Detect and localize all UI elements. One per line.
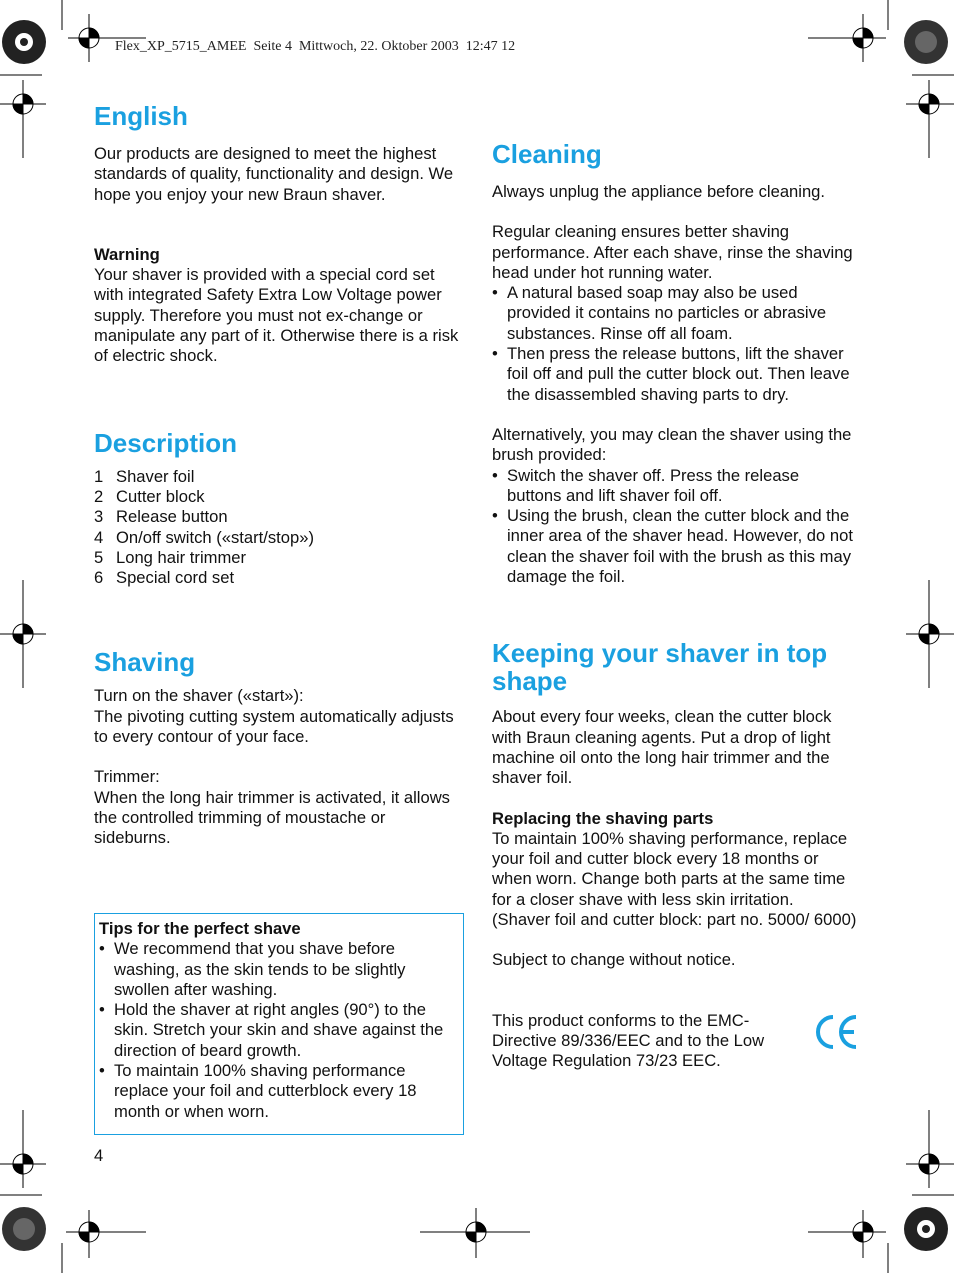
cleaning-list-2 xyxy=(492,466,858,588)
tips-title: Tips for the perfect shave xyxy=(99,919,301,938)
trimmer-text: When the long hair trimmer is activated, it allows the controlled trimming of moustache or sideburns. xyxy=(94,787,450,848)
english-heading: English xyxy=(94,101,188,131)
tips-list xyxy=(99,939,459,1122)
list-item: • Then press the release buttons, lift the shaver foil off and pull the cutter block out. Then leave the disassembled shaving parts to dry. xyxy=(492,344,858,405)
list-item: 6 Special cord set xyxy=(94,568,235,588)
conformity-row xyxy=(492,1011,858,1072)
list-item: • A natural based soap may also be used provided it contains no particles or abrasive substances. Rinse off all foam. xyxy=(492,283,858,344)
replacing-title: Replacing the shaving parts xyxy=(492,808,714,828)
keeping-text: About every four weeks, clean the cutter block with Braun cleaning agents. Put a drop of light machine oil onto the long hair trimmer and the shaver foil. xyxy=(492,707,832,788)
left-column xyxy=(94,102,460,849)
english-intro: Our products are designed to meet the highest standards of quality, functionality and design. We hope you enjoy your new Braun shaver. xyxy=(94,144,454,204)
conformity-text: This product conforms to the EMC-Directive 89/336/EEC and to the Low Voltage Regulation 73/23 EEC. xyxy=(492,1010,765,1071)
parts-list xyxy=(94,467,460,589)
list-item: • We recommend that you shave before washing, as the skin tends to be slightly swollen after washing. xyxy=(99,939,459,1000)
cleaning-alternative: Alternatively, you may clean the shaver using the brush provided: xyxy=(492,424,852,465)
warning-title: Warning xyxy=(94,244,160,264)
tips-box xyxy=(94,913,464,1135)
cleaning-unplug: Always unplug the appliance before cleaning. xyxy=(492,182,826,201)
list-item: 2 Cutter block xyxy=(94,486,205,506)
shaving-line1: Turn on the shaver («start»): xyxy=(94,686,304,706)
trimmer-label: Trimmer: xyxy=(94,767,160,787)
description-heading: Description xyxy=(94,427,238,458)
list-item: • Switch the shaver off. Press the release buttons and lift shaver foil off. xyxy=(492,466,858,507)
warning-text: Your shaver is provided with a special cord set with integrated Safety Extra Low Voltage power supply. Therefore you must not ex-change or manipulate any part of it. Otherwise there is a risk of electric shock. xyxy=(94,265,459,366)
list-item: 5 Long hair trimmer xyxy=(94,547,247,567)
cleaning-heading: Cleaning xyxy=(492,139,602,169)
print-header-slug: Flex_XP_5715_AMEE Seite 4 Mittwoch, 22. Oktober 2003 12:47 12 xyxy=(115,39,516,54)
list-item: 4 On/off switch («start/stop») xyxy=(94,527,314,547)
cleaning-list-1 xyxy=(492,283,858,405)
shaving-heading: Shaving xyxy=(94,647,196,678)
replacing-text: To maintain 100% shaving performance, replace your foil and cutter block every 18 months or when worn. Change both parts at the same time for a closer shave with less skin irritation. xyxy=(492,828,848,909)
cleaning-regular: Regular cleaning ensures better shaving performance. After each shave, rinse the shaving head under hot running water. xyxy=(492,222,853,282)
shaving-line2: The pivoting cutting system automatically adjusts to every contour of your face. xyxy=(94,706,454,747)
ce-mark-icon xyxy=(814,1013,858,1051)
list-item: • To maintain 100% shaving performance replace your foil and cutterblock every 18 month or when worn. xyxy=(99,1061,459,1122)
list-item: 3 Release button xyxy=(94,507,228,527)
part-number: (Shaver foil and cutter block: part no. 5000/ 6000) xyxy=(492,910,857,930)
right-column xyxy=(492,140,858,1072)
list-item: • Using the brush, clean the cutter block and the inner area of the shaver head. However, do not clean the shaver foil with the brush as this may damage the foil. xyxy=(492,506,858,587)
list-item: • Hold the shaver at right angles (90°) to the skin. Stretch your skin and shave against the direction of beard growth. xyxy=(99,1000,459,1061)
keeping-heading: Keeping your shaver in top shape xyxy=(492,638,828,697)
list-item: 1 Shaver foil xyxy=(94,466,195,486)
notice: Subject to change without notice. xyxy=(492,950,736,970)
page-number: 4 xyxy=(94,1146,104,1165)
